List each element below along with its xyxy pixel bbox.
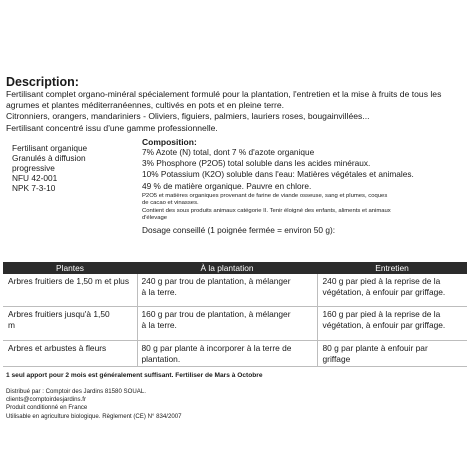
distributor-footer bbox=[6, 388, 182, 421]
small-print-line: d'élevage bbox=[142, 215, 168, 222]
cell-line: 240 g par pied à la reprise de la bbox=[322, 276, 441, 286]
product-specs bbox=[12, 143, 122, 193]
description-line: Fertilisant concentré issu d'une gamme professionnelle. bbox=[6, 122, 218, 133]
cell-line: végétation, à enfouir par griffage. bbox=[322, 319, 446, 330]
description-line: Citronniers, orangers, mandariniers - Oliviers, figuiers, palmiers, lauriers roses, bougainvillées... bbox=[6, 111, 370, 122]
cell-line: 160 g par trou de plantation, à mélanger bbox=[141, 309, 291, 319]
composition-title: Composition: bbox=[142, 137, 197, 147]
plant-cell bbox=[3, 307, 137, 341]
footer-line: Utilisable en agriculture biologique. Règlement (CE) N° 834/2007 bbox=[6, 412, 182, 420]
table-header-row bbox=[3, 262, 467, 274]
plant-name: Arbres fruitiers de 1,50 m et plus bbox=[8, 276, 130, 286]
composition-line: 7% Azote (N) total, dont 7 % d'azote organique bbox=[142, 147, 315, 157]
footer-line: Distribué par : Comptoir des Jardins 81580 SOUAL. bbox=[6, 388, 146, 395]
column-header-entretien: Entretien bbox=[317, 262, 467, 274]
description-text bbox=[6, 89, 466, 134]
description-line: agrumes et plantes méditerranéennes, cultivés en pots et en pleine terre. bbox=[6, 100, 285, 111]
composition-line: 3% Phosphore (P2O5) total soluble dans les acides minéraux. bbox=[142, 158, 371, 169]
entretien-cell bbox=[317, 307, 467, 341]
plant-name: Arbres et arbustes à fleurs bbox=[8, 343, 107, 353]
entretien-cell bbox=[317, 341, 467, 367]
cell-line: Arbres fruitiers jusqu'à 1,50 bbox=[8, 309, 110, 319]
application-note: 1 seul apport pour 2 mois est généralement suffisant. Fertiliser de Mars à Octobre bbox=[6, 372, 263, 379]
table-row bbox=[3, 274, 467, 307]
entretien-cell bbox=[317, 274, 467, 307]
composition-line: 10% Potassium (K2O) soluble dans l'eau: Matières végétales et animales. bbox=[142, 169, 414, 180]
composition-origin-note bbox=[142, 193, 468, 223]
spec-line: Fertilisant organique bbox=[12, 143, 88, 153]
column-header-plantes: Plantes bbox=[3, 262, 137, 274]
composition-block bbox=[142, 137, 468, 235]
small-print-line: Contient des sous produits animaux catégorie II. Tenir éloigné des enfants, aliments et animaux bbox=[142, 208, 391, 215]
cell-line: m bbox=[8, 319, 15, 330]
spec-line: Granulés à diffusion bbox=[12, 153, 86, 163]
cell-line: à la terre. bbox=[141, 286, 177, 297]
footer-line: Produit conditionné en France bbox=[6, 404, 88, 412]
cell-line: 80 g par plante à incorporer à la terre de bbox=[141, 343, 292, 353]
dosage-table bbox=[3, 262, 467, 367]
cell-line: griffage bbox=[322, 353, 351, 364]
spec-line: NFU 42-001 bbox=[12, 173, 58, 183]
small-print-line: P2O5 et matières organiques provenant de farine de viande osseuse, sang et plumes, coques bbox=[142, 192, 388, 199]
column-header-plantation: À la plantation bbox=[137, 262, 317, 274]
plantation-cell bbox=[137, 341, 317, 367]
cell-line: végétation, à enfouir par griffage. bbox=[322, 286, 446, 297]
plant-cell bbox=[3, 341, 137, 367]
cell-line: 80 g par plante à enfouir par bbox=[322, 343, 428, 353]
composition-line: 49 % de matière organique. Pauvre en chlore. bbox=[142, 180, 312, 191]
plantation-cell bbox=[137, 274, 317, 307]
composition-values bbox=[142, 147, 468, 192]
cell-line: 240 g par trou de plantation, à mélanger bbox=[141, 276, 291, 286]
table-row bbox=[3, 307, 467, 341]
description-heading: Description: bbox=[6, 75, 79, 89]
cell-line: à la terre. bbox=[141, 319, 177, 330]
dosage-label: Dosage conseillé (1 poignée fermée = environ 50 g): bbox=[142, 224, 336, 235]
table-row bbox=[3, 341, 467, 367]
spec-line: progressive bbox=[12, 163, 55, 173]
description-line: Fertilisant complet organo-minéral spécialement formulé pour la plantation, l'entretien et la mise à fruits de tous les bbox=[6, 89, 442, 99]
plantation-cell bbox=[137, 307, 317, 341]
spec-line: NPK 7-3-10 bbox=[12, 183, 56, 193]
small-print-line: de cacao et vinasses. bbox=[142, 200, 199, 207]
cell-line: plantation. bbox=[141, 353, 181, 364]
footer-line: clients@comptoirdesjardins.fr bbox=[6, 396, 87, 404]
plant-cell bbox=[3, 274, 137, 307]
cell-line: 160 g par pied à la reprise de la bbox=[322, 309, 441, 319]
